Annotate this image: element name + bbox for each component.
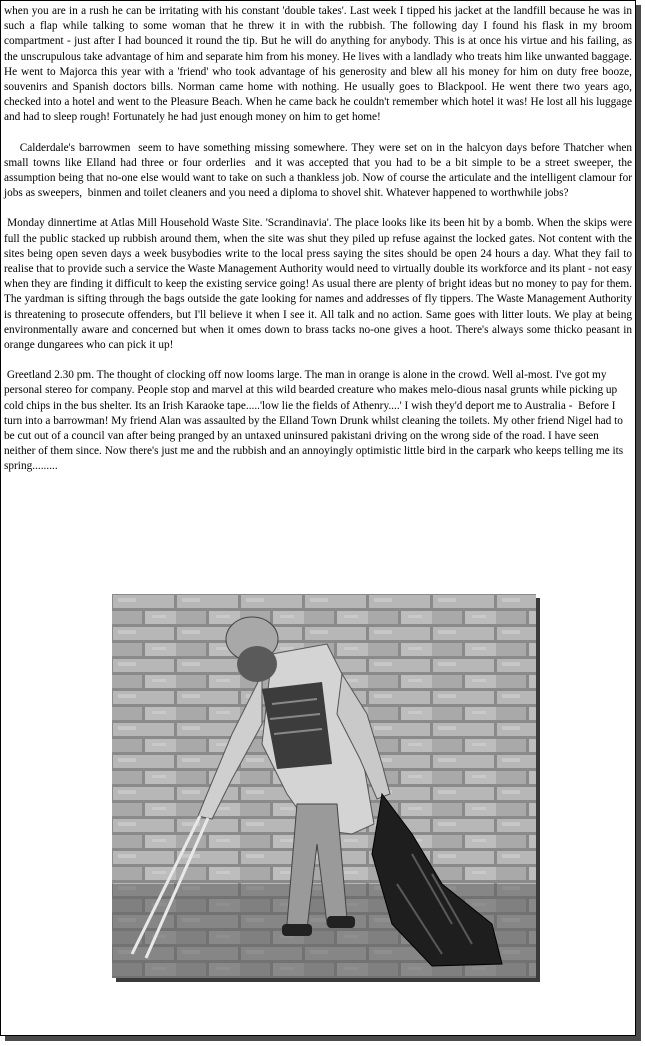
right-boot xyxy=(327,916,355,928)
article-body xyxy=(4,4,635,490)
left-boot xyxy=(282,924,312,936)
photo-barrowman-litter-picking xyxy=(112,594,536,978)
paragraph-atlas-mill: Monday dinnertime at Atlas Mill Household Waste Site. 'Scrandinavia'. The place looks like its been hit by a bomb. When the skips were full the public stacked up rubbish around them, when the site was shut they piled up refuse against the locked gates. Not content with the sites being open seven days a week busybodies write to the local press saying the sites should be open 24 hours a day. What they fail to realise that to provide such a service the Waste Management Authority would need to virtually double its workforce and its plant - not easy when they are finding it difficult to keep the existing service going! As usual there are plenty of bright ideas but no money to pay for them. The yardman is sifting through the bags outside the gate looking for names and addresses of fly tippers. The Waste Management Authority is threatening to prosecute offenders, but I'll believe it when I see it. All talk and no action. Same goes with litter louts. We play at being environmentally aware and concerned but when it omes down to brass tacks no-one gives a hoot. There's always some thicko peasant in orange dungarees who can pick it up! xyxy=(4,217,635,352)
paragraph-greetland: Greetland 2.30 pm. The thought of clocking off now looms large. The man in orange is alone in the crowd. Well al-most. I've got my personal stereo for company. People stop and marvel at this wild bearded creature who makes melo-dious nasal grunts while picking up cold chips in the bus shelter. Its an Irish Karaoke tape.....'low lie the fields of Athenry....' I wish they'd deport me to Australia - Before I turn into a barrowman! My friend Alan was assaulted by the Elland Town Drunk whilst cleaning the toilets. My other friend Nigel had to be cut out of a council van after being pranged by an untaxed uninsured pakistani driving on the wrong side of the road. I have seen neither of them since. Now there's just me and the rubbish and an annoyingly optimistic little bird in the carpark who keeps telling me its spring......... xyxy=(4,369,626,473)
photo-illustration xyxy=(112,594,536,978)
paragraph-norman: when you are in a rush he can be irritating with his constant 'double takes'. Last week I tipped his jacket at the landfill because he was in such a flap while talking to some woman that he threw it in with the rubbish. The following day I found his flask in my broom compartment - just after I had bounced it round the tip. But he will do anything for anybody. This is at once his virtue and his failing, as the unscrupulous take advantage of him and separate him from his money. He lives with a landlady who treats him like unwanted baggage. He went to Majorca this year with a 'friend' who took advantage of his generosity and blew all his money for him on duty free booze, souvenirs and Spanish doctors bills. Norman came home with nothing. He usually goes to Blackpool. He went there two years ago, checked into a hotel and went to the Pleasure Beach. When he came back he couldn't remember which hotel it was! He lost all his luggage and had to sleep rough! Fortunately he had just enough money on him to get home! xyxy=(4,5,632,124)
paragraph-barrowmen: Calderdale's barrowmen seem to have something missing somewhere. They were set on in the halcyon days before Thatcher when small towns like Elland had three or four orderlies and it was accepted that you had to be a bit simple to be a street sweeper, the assumption being that no-one else would want to take on such a thankless job. Now of course the articulate and the intelligent clamour for jobs as sweepers, binmen and toilet cleaners and you need a diploma to shovel shit. Whatever happened to worthwhile jobs? xyxy=(4,141,635,200)
beard xyxy=(237,646,277,682)
